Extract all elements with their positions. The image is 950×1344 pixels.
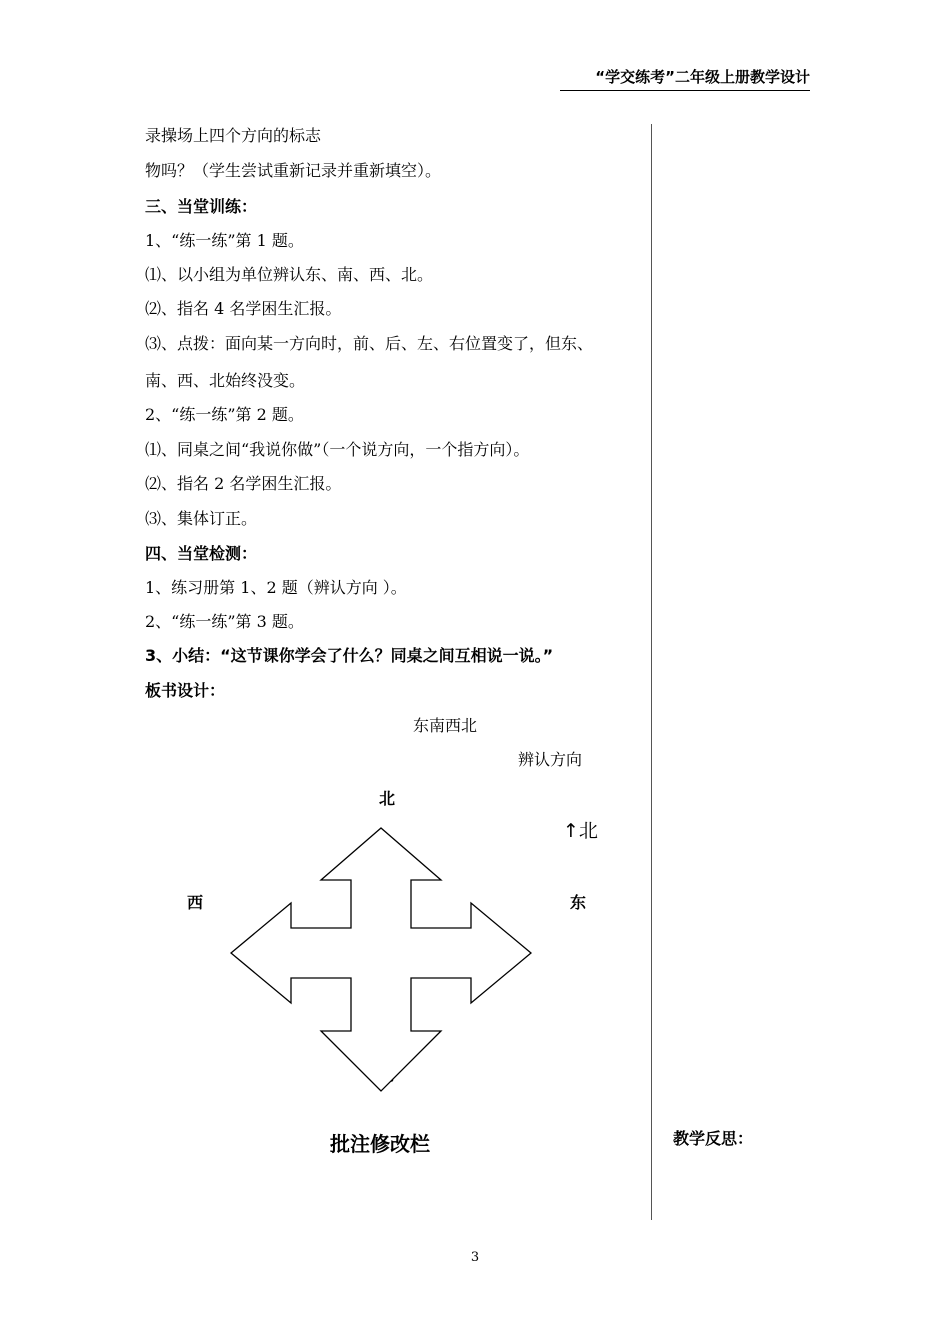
text-line: 南、西、北始终没变。 xyxy=(145,371,306,390)
cross-arrow-shape xyxy=(231,828,531,1091)
label-west: 西 xyxy=(187,893,204,912)
text-line: 1、“练一练”第 1 题。 xyxy=(145,231,304,250)
text-line: 2、“练一练”第 3 题。 xyxy=(145,612,304,631)
text-line: 三、当堂训练： xyxy=(145,197,258,216)
text-line: 录操场上四个方向的标志 xyxy=(145,126,322,145)
text-line: ⑶、点拨：面向某一方向时，前、后、左、右位置变了，但东、 xyxy=(145,334,594,353)
page-number: 3 xyxy=(470,1250,480,1265)
text-line: ⑴、同桌之间“我说你做”（一个说方向，一个指方向）。 xyxy=(145,440,530,459)
label-north: 北 xyxy=(379,789,396,808)
teaching-reflection-label: 教学反思： xyxy=(673,1129,754,1148)
board-subtitle: 辨认方向 xyxy=(518,750,583,769)
annotation-column-label: 批注修改栏 xyxy=(330,1132,430,1156)
text-line: ⑴、以小组为单位辨认东、南、西、北。 xyxy=(145,265,434,284)
page-header: “学交练考”二年级上册教学设计 xyxy=(560,66,810,91)
board-title: 东南西北 xyxy=(413,716,478,735)
text-line: 四、当堂检测： xyxy=(145,544,258,563)
text-line: 板书设计： xyxy=(145,681,226,700)
text-line: ⑵、指名 2 名学困生汇报。 xyxy=(145,474,342,493)
text-line: 2、“练一练”第 2 题。 xyxy=(145,405,304,424)
text-line: 物吗？（学生尝试重新记录并重新填空）。 xyxy=(145,161,442,180)
label-east: 东 xyxy=(570,893,587,912)
text-line: 3、小结：“这节课你学会了什么？同桌之间互相说一说。” xyxy=(145,646,554,665)
text-line: ⑵、指名 4 名学困生汇报。 xyxy=(145,299,342,318)
text-line: ⑶、集体订正。 xyxy=(145,509,258,528)
text-line: 1、练习册第 1、2 题（辨认方向 ）。 xyxy=(145,578,407,597)
north-indicator: ↑北 xyxy=(563,820,598,842)
